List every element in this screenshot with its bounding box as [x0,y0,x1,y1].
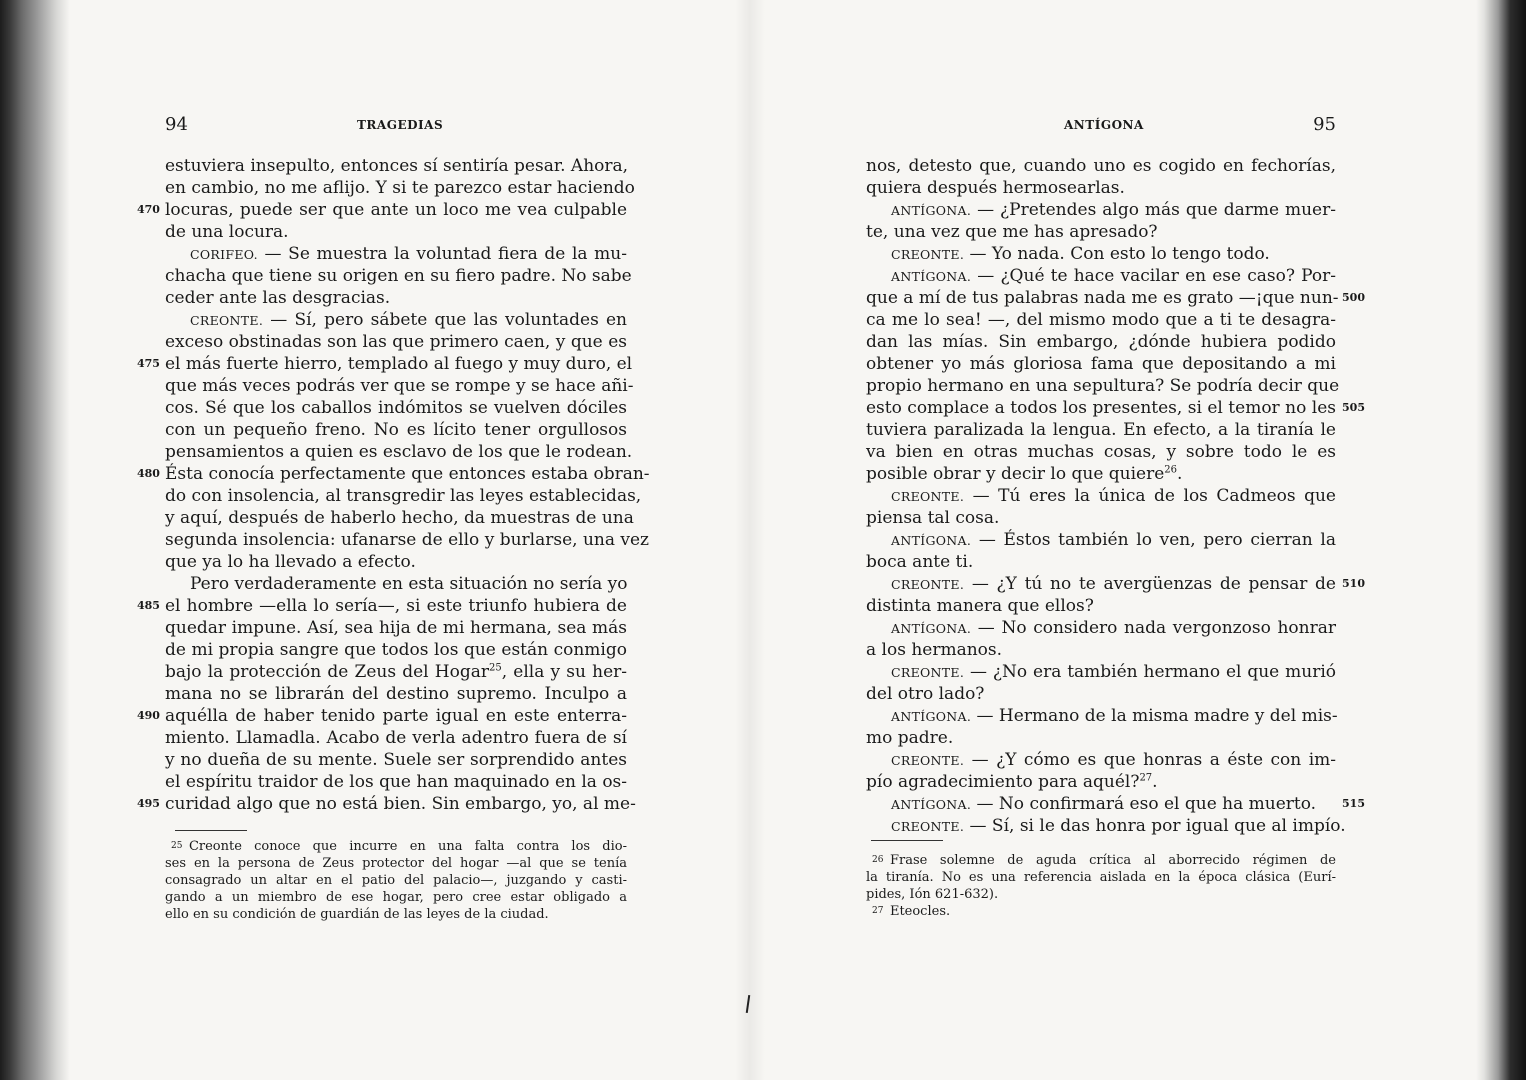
line-text: — Sí, si le das honra por igual que al impío. [964,816,1346,836]
line-number: 490 [137,709,160,722]
line-text: — Se muestra la voluntad fiera de la mu- [257,244,627,264]
text-line [165,243,627,265]
speaker-name: CORIFEO. [190,247,258,262]
text-line [866,441,1336,463]
line-text: y aquí, después de haberlo hecho, da muestras de una [165,508,634,528]
line-text: de mi propia sangre que todos los que están conmigo [165,640,627,660]
line-text: nos, detesto que, cuando uno es cogido en fechorías, [866,156,1336,176]
line-text: del otro lado? [866,684,985,704]
line-text: boca ante ti. [866,552,974,572]
footnote-text: Creonte conoce que incurre en una falta contra los dio- [188,839,627,854]
line-text: — Sí, pero sábete que las voluntades en [263,310,627,330]
footnotes [165,838,627,923]
line-text: posible obrar y decir lo que quiere [866,464,1165,484]
line-text: — No considero nada vergonzoso honrar [971,618,1336,638]
left-binding-shadow [0,0,70,1080]
line-text: piensa tal cosa. [866,508,1000,528]
line-text: — Hermano de la misma madre y del mis- [971,706,1338,726]
line-text: bajo la protección de Zeus del Hogar [165,662,489,682]
text-line [866,529,1336,551]
footnote-text: Frase solemne de aguda crítica al aborrecido régimen de [889,853,1336,868]
text-line [866,727,1336,749]
speaker-name: ANTÍGONA. [891,203,972,218]
text-line [866,287,1365,309]
line-text: locuras, puede ser que ante un loco me vea culpable [165,200,627,220]
line-text: esto complace a todos los presentes, si el temor no les [866,398,1336,418]
text-line [866,749,1336,771]
speaker-name: CREONTE. [891,819,965,834]
text-line [165,397,627,419]
text-line [866,661,1336,683]
text-line [866,639,1336,661]
line-text: ca me lo sea! —, del mismo modo que a ti te desagra- [866,310,1336,330]
line-number: 475 [137,357,160,370]
text-line [866,309,1336,331]
text-line [165,771,627,793]
text-body [137,155,650,815]
line-text: pensamientos a quien es esclavo de los que le rodean. [165,442,633,462]
footnote-number: 25 [171,841,183,851]
line-text: distinta manera que ellos? [866,596,1094,616]
footnote-number: 27 [872,906,884,916]
speaker-name: CREONTE. [891,665,965,680]
footnote-line [165,889,627,906]
line-text: aquélla de haber tenido parte igual en este enterra- [165,706,627,726]
text-line [165,155,627,177]
line-text-after: . [1152,772,1158,792]
footnote-text: ello en su condición de guardián de las leyes de la ciudad. [165,907,549,922]
text-body [866,155,1365,837]
footnote-text: consagrado un altar en el patio del palacio—, juzgando y casti- [165,873,627,888]
line-text: a los hermanos. [866,640,1003,660]
text-line [866,419,1336,441]
text-line [866,221,1336,243]
right-page-edge-shadow [1476,0,1526,1080]
line-text: quedar impune. Así, sea hija de mi hermana, sea más [165,618,627,638]
text-line [165,749,627,771]
text-line [165,661,627,683]
text-line [165,265,632,287]
line-text: con un pequeño freno. No es lícito tener orgullosos [165,420,627,440]
line-text: — ¿Y cómo es que honras a éste con im- [964,750,1336,770]
footnote-rule [175,830,247,831]
speaker-name: CREONTE. [190,313,264,328]
line-text: obtener yo más gloriosa fama que depositando a mi [866,354,1336,374]
line-number: 500 [1342,291,1365,304]
line-text: — ¿Qué te hace vacilar en ese caso? Por- [971,266,1336,286]
text-line [165,683,627,705]
line-text: — ¿Pretendes algo más que darme muer- [971,200,1336,220]
line-text: que más veces podrás ver que se rompe y se hace añi- [165,376,634,396]
text-line [165,617,627,639]
line-text: quiera después hermosearlas. [866,178,1125,198]
footnote-line [165,838,627,855]
footnote-text: la tiranía. No es una referencia aislada en la época clásica (Eurí- [866,870,1336,885]
footnote-line [165,906,627,923]
line-text: propio hermano en una sepultura? Se podría decir que [866,376,1340,396]
line-text: el espíritu traidor de los que han maquinado en la os- [165,772,628,792]
speaker-name: ANTÍGONA. [891,533,972,548]
line-text: dan las mías. Sin embargo, ¿dónde hubiera podido [866,332,1336,352]
line-text: chacha que tiene su origen en su fiero padre. No sabe [165,266,632,286]
text-line [866,793,1365,815]
line-text: pío agradecimiento para aquél? [866,772,1140,792]
text-line [866,397,1365,419]
text-line [866,815,1346,837]
footnote-line [866,852,1336,869]
line-text: de una locura. [165,222,289,242]
line-text: tuviera paralizada la lengua. En efecto, a la tiranía le [866,420,1336,440]
line-number: 515 [1342,797,1365,810]
text-line [866,375,1340,397]
line-text: — ¿Y tú no te avergüenzas de pensar de [964,574,1336,594]
text-line [137,353,633,375]
text-line [165,309,627,331]
text-line [866,177,1336,199]
footnote-line [165,855,627,872]
page-number: 94 [165,114,188,135]
line-text: el hombre —ella lo sería—, si este triunfo hubiera de [165,596,627,616]
text-line [866,595,1336,617]
book-gutter [735,0,765,1080]
text-line [165,507,634,529]
line-number: 505 [1342,401,1365,414]
speaker-name: ANTÍGONA. [891,709,972,724]
text-line [866,199,1336,221]
line-text: mana no se librarán del destino supremo. Inculpo a [165,684,627,704]
line-number: 495 [137,797,160,810]
text-line [137,793,636,815]
footnote-rule [871,840,943,841]
text-line [866,265,1336,287]
page-number: 95 [1313,114,1336,135]
line-text: el más fuerte hierro, templado al fuego y muy duro, el [165,354,633,374]
text-line [866,353,1336,375]
line-text: — Tú eres la única de los Cadmeos que [964,486,1336,506]
line-text: exceso obstinadas son las que primero caen, y que es [165,332,627,352]
line-text: que ya lo ha llevado a efecto. [165,552,416,572]
text-line [137,199,627,221]
text-line [165,529,650,551]
text-line [137,705,627,727]
text-line [165,331,627,353]
text-line [866,551,1336,573]
text-line [165,419,627,441]
footnote-reference: 25 [488,662,502,674]
footnote-text: pides, Ión 621-632). [866,887,999,902]
text-line [165,573,627,595]
text-line [866,705,1336,727]
text-line [165,639,627,661]
text-line [866,771,1336,793]
line-text: cos. Sé que los caballos indómitos se vuelven dóciles [165,398,627,418]
line-text: — No confirmará eso el que ha muerto. [971,794,1317,814]
speaker-name: CREONTE. [891,489,965,504]
line-text: en cambio, no me aflijo. Y si te parezco estar haciendo [165,178,635,198]
footnote-line [866,903,1336,920]
footnote-line [866,869,1336,886]
line-text: — ¿No era también hermano el que murió [964,662,1336,682]
line-text: — Éstos también lo ven, pero cierran la [971,530,1336,550]
text-line [137,463,650,485]
footnote-line [165,872,627,889]
line-text: y no dueña de su mente. Suele ser sorprendido antes [165,750,627,770]
line-text: miento. Llamadla. Acabo de verla adentro fuera de sí [165,728,627,748]
footnote-text: gando a un miembro de ese hogar, pero cree estar obligado a [165,890,627,905]
text-line [866,243,1336,265]
footnote-text: Eteocles. [889,904,951,919]
line-number: 485 [137,599,160,612]
text-line [137,595,627,617]
line-text: que a mí de tus palabras nada me es grato —¡que nun- [866,288,1339,308]
line-text: te, una vez que me has apresado? [866,222,1158,242]
line-number: 510 [1342,577,1365,590]
line-text-after: , ella y su her- [501,662,627,682]
line-text: Pero verdaderamente en esta situación no sería yo [190,574,628,594]
text-line [165,287,627,309]
text-line [866,683,1336,705]
speaker-name: CREONTE. [891,247,965,262]
line-text: mo padre. [866,728,954,748]
footnote-text: ses en la persona de Zeus protector del hogar —al que se tenía [165,856,627,871]
line-number: 480 [137,467,160,480]
text-line [165,177,635,199]
footnote-line [866,886,1336,903]
speaker-name: ANTÍGONA. [891,269,972,284]
text-line [866,485,1336,507]
text-line [165,551,627,573]
running-head: TRAGEDIAS [357,118,444,132]
line-text: segunda insolencia: ufanarse de ello y burlarse, una vez [165,530,650,550]
text-line [866,573,1365,595]
running-head: ANTÍGONA [1064,118,1144,132]
speaker-name: CREONTE. [891,577,965,592]
line-text: estuviera insepulto, entonces sí sentiría pesar. Ahora, [165,156,629,176]
line-number: 470 [137,203,160,216]
footnote-reference: 27 [1139,772,1153,784]
line-text: ceder ante las desgracias. [165,288,391,308]
line-text: do con insolencia, al transgredir las leyes establecidas, [165,486,642,506]
text-line [165,441,633,463]
speaker-name: CREONTE. [891,753,965,768]
speaker-name: ANTÍGONA. [891,621,972,636]
text-line [165,375,634,397]
text-line [866,507,1336,529]
text-line [165,221,627,243]
line-text: va bien en otras muchas cosas, y sobre todo le es [866,442,1336,462]
text-line [866,617,1336,639]
text-line [866,463,1336,485]
speaker-name: ANTÍGONA. [891,797,972,812]
text-line [866,155,1336,177]
line-text: — Yo nada. Con esto lo tengo todo. [964,244,1270,264]
text-line [866,331,1336,353]
text-line [165,485,642,507]
line-text: Ésta conocía perfectamente que entonces estaba obran- [165,464,650,484]
line-text-after: . [1177,464,1183,484]
line-text: curidad algo que no está bien. Sin embargo, yo, al me- [165,794,636,814]
footnotes [866,852,1336,920]
text-line [165,727,627,749]
footnote-number: 26 [872,855,884,865]
footnote-reference: 26 [1164,464,1178,476]
